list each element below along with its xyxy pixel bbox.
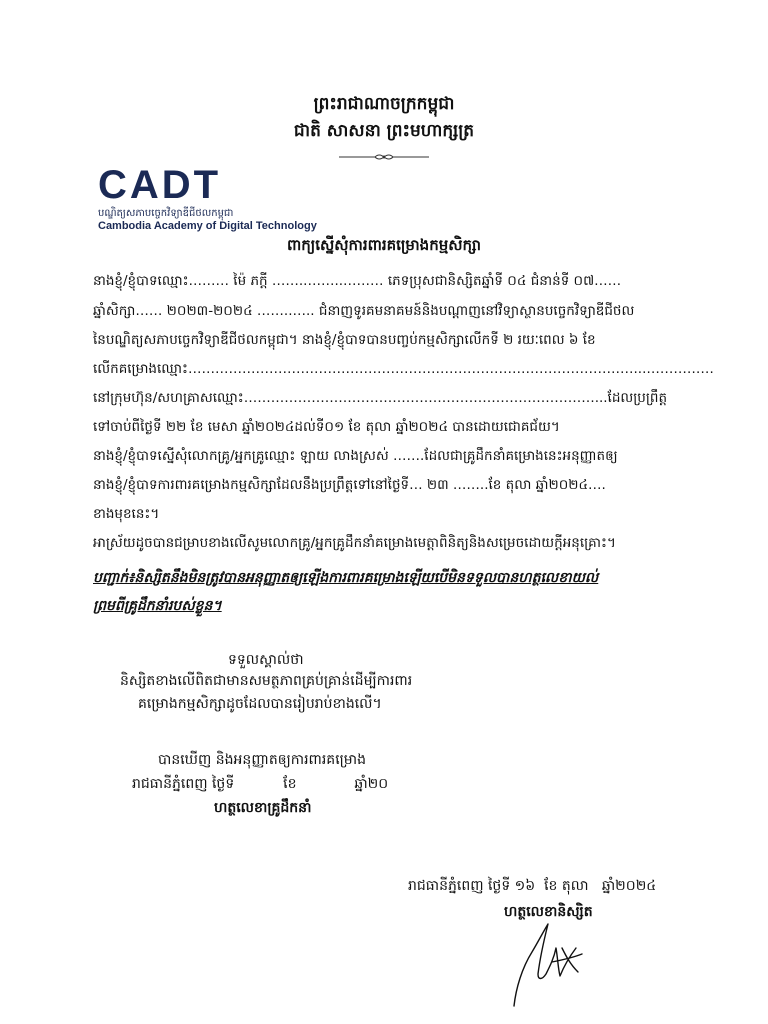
student-signature	[508, 918, 588, 1014]
certify-title: ទទួលស្គាល់ថា	[228, 652, 304, 668]
approve-line: បានឃើញ និងអនុញ្ញាតឲ្យការពារគម្រោង	[158, 752, 367, 768]
note-line-2: ព្រមពីគ្រូដឹកនាំរបស់ខ្លួន។	[93, 598, 222, 614]
student-date-line: រាជធានីភ្នំពេញ ថ្ងៃទី ១៦ ខែ តុលា ឆ្នាំ២០២៤	[408, 878, 657, 894]
logo-english-name: Cambodia Academy of Digital Technology	[98, 220, 317, 232]
form-line-9: ខាងមុខនេះ។	[93, 506, 160, 522]
form-line-3: នៃបណ្ឌិត្យសភាបច្ចេកវិទ្យាឌីជីថលកម្ពុជា។ នាងខ្ញុំ/ខ្ញុំបាទបានបញ្ចប់កម្មសិក្សាលើកទី ២ រយៈពេល ៦ ខែ	[93, 332, 596, 348]
ornament-divider	[0, 152, 768, 162]
form-line-10: អាស្រ័យដូចបានជម្រាបខាងលើសូមលោកគ្រូ/អ្នកគ្រូដឹកនាំគម្រោងមេត្តាពិនិត្យនិងសម្រេចដោយក្តីអនុគ្រោះ។	[93, 535, 616, 551]
form-line-4: លើកគម្រោងឈ្មោះ………………………………………………………………………………………...……………	[93, 361, 714, 377]
handwritten-signature-icon	[508, 918, 588, 1010]
logo-wordmark: CADT	[98, 163, 222, 207]
form-line-1: នាងខ្ញុំ/ខ្ញុំបាទឈ្មោះ……… ម៉ៃ ភក្តី ……..……..……… ភេទប្រុសជានិស្សិតឆ្នាំទី ០៤ ជំនាន់ទី ០៧……	[93, 273, 622, 289]
form-line-7: នាងខ្ញុំ/ខ្ញុំបាទស្នើសុំលោកគ្រូ/អ្នកគ្រូឈ្មោះ ឡាយ លាងស្រស់ …….ដែលជាគ្រូដឹកនាំគម្រោងនេះអនុញ្ញាតឲ្យ	[93, 448, 618, 464]
motto-header: ជាតិ សាសនា ព្រះមហាក្សត្រ	[293, 121, 475, 141]
certify-line-2: គម្រោងកម្មសិក្សាដូចដែលបានរៀបរាប់ខាងលើ។	[138, 696, 382, 712]
kingdom-header: ព្រះរាជាណាចក្រកម្ពុជា	[313, 94, 455, 114]
ornament-divider-icon	[339, 152, 429, 162]
supervisor-signature-label: ហត្ថលេខាគ្រូដឹកនាំ	[214, 800, 312, 816]
form-line-5: នៅក្រុមហ៊ុន/សហគ្រាសឈ្មោះ……………………………………………………………………...ដែលប្រព្រឹត្ត	[93, 390, 668, 406]
certify-line-1: និស្សិតខាងលើពិតជាមានសមត្ថភាពគ្រប់គ្រាន់ដើម្បីការពារ	[120, 673, 413, 689]
form-line-2: ឆ្នាំសិក្សា…… ២០២៣-២០២៤ ……..….. ជំនាញទូរគមនាគមន៍និងបណ្តាញនៅវិទ្យាស្ថានបច្ចេកវិទ្យាឌីជីថល	[93, 303, 635, 319]
form-line-8: នាងខ្ញុំ/ខ្ញុំបាទការពារគម្រោងកម្មសិក្សាដែលនឹងប្រព្រឹត្តទៅនៅថ្ងៃទី… ២៣ ……..ខែ តុលា ឆ្នាំ២០២៤….	[93, 477, 606, 493]
form-title: ពាក្យស្នើសុំការពារគម្រោងកម្មសិក្សា	[286, 236, 482, 254]
cadt-logo	[98, 165, 317, 233]
logo-khmer-name: បណ្ឌិត្យសភាបច្ចេកវិទ្យាឌីជីថលកម្ពុជា	[98, 208, 234, 219]
supervisor-date-line: រាជធានីភ្នំពេញ ថ្ងៃទី ខែ ឆ្នាំ២០	[132, 776, 389, 792]
student-signature-label: ហត្ថលេខានិស្សិត	[504, 904, 593, 920]
note-line-1: បញ្ជាក់៖និស្សិតនឹងមិនត្រូវបានអនុញ្ញាតឲ្យឡើងការពារគម្រោងឡើយបើមិនទទួលបានហត្ថលេខាយល់	[93, 570, 599, 586]
form-line-6: ទៅចាប់ពីថ្ងៃទី ២២ ខែ មេសា ឆ្នាំ២០២៤ដល់ទី០១ ខែ តុលា ឆ្នាំ២០២៤ បានដោយជោគជ័យ។	[93, 419, 560, 435]
